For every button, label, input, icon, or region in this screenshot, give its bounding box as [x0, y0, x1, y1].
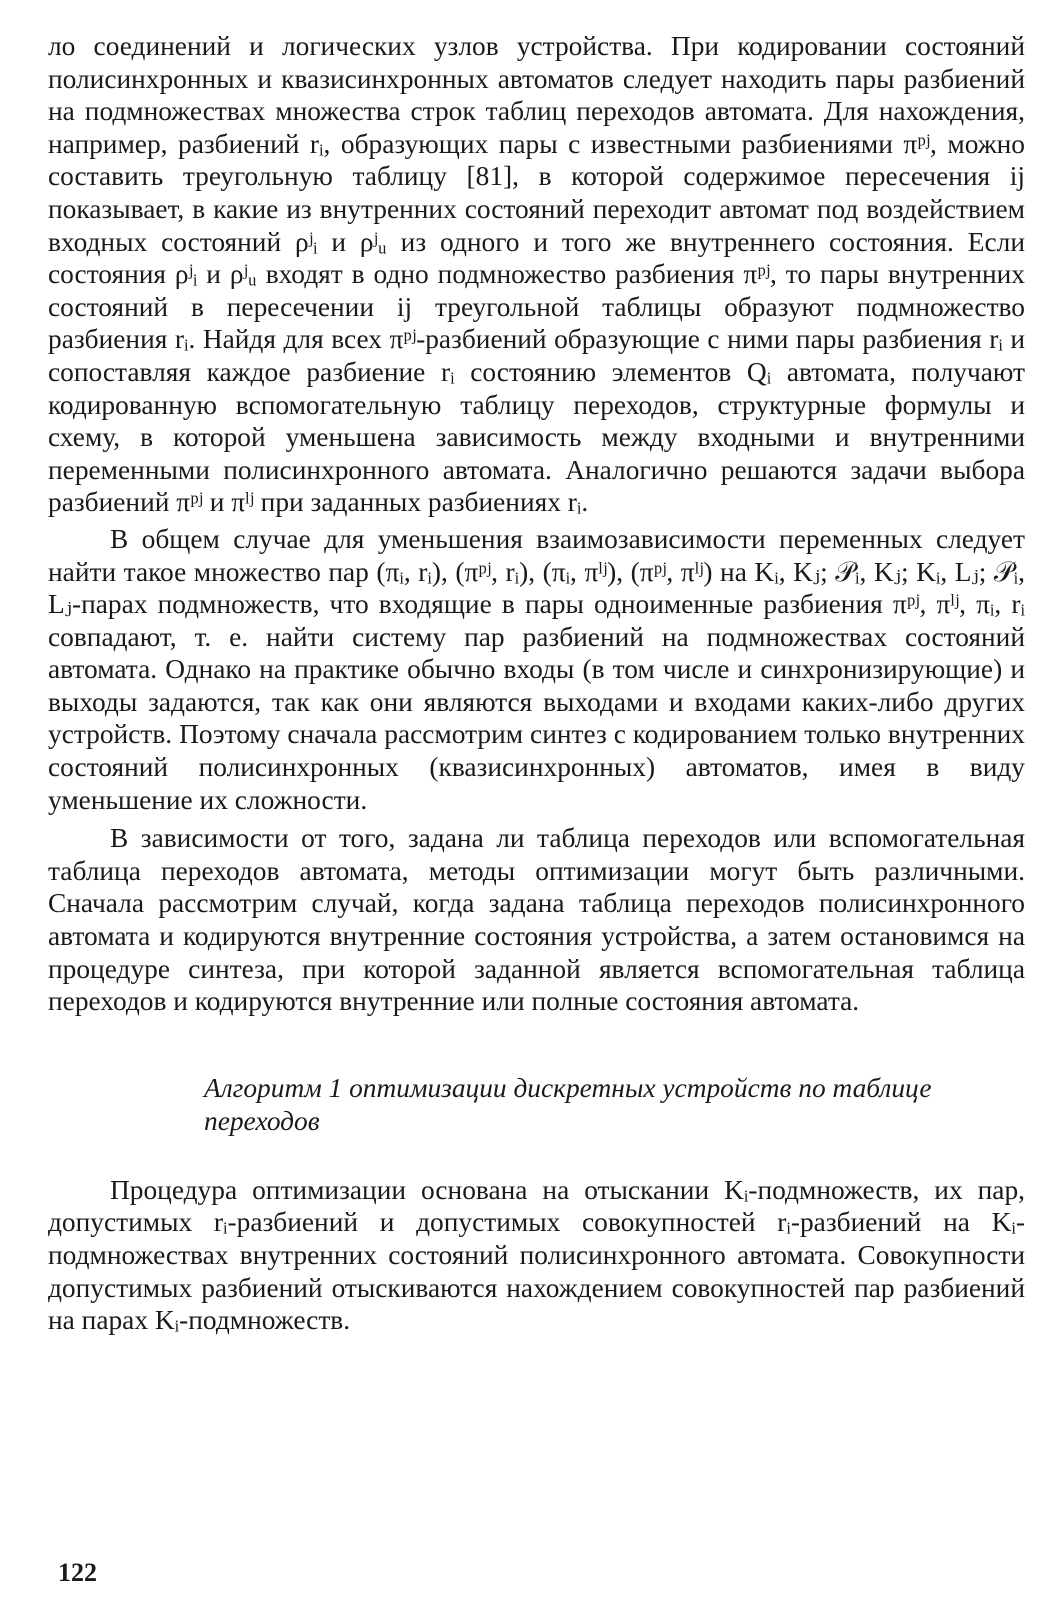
page-number: 122 [58, 1558, 97, 1587]
paragraph-continued: ло соединений и логических узлов устройства. При кодировании состояний полисинхронных и квазисинхронных автоматов следует находить пары разбиений на подмножествах множества строк таблиц переходов автомата. Для нахождения, например, разбиений rᵢ, образующих пары с известными разбиениями πᵖʲ, можно составить треугольную таблицу [81], в которой содержимое пересечения ij показывает, в какие из внутренних состояний переходит автомат под воздействием входных состояний ρʲᵢ и ρʲᵤ из одного и того же внутреннего состояния. Если состояния ρʲᵢ и ρʲᵤ входят в одно подмножество разбиения πᵖʲ, то пары внутренних состояний в пересечении ij треугольной таблицы образуют подмножество разбиения rᵢ. Найдя для всех πᵖʲ-разбиений образующие с ними пары разбиения rᵢ и сопоставляя каждое разбиение rᵢ состоянию элементов Qᵢ автомата, получают кодированную вспомогательную таблицу переходов, структурные формулы и схему, в которой уменьшена зависимость между входными и внутренними переменными полисинхронного автомата. Аналогично решаются задачи выбора разбиений πᵖʲ и πˡʲ при заданных разбиениях rᵢ. [48, 31, 1025, 518]
section-heading: Алгоритм 1 оптимизации дискретных устройств по таблице переходов [204, 1072, 932, 1136]
paragraph-general-case: В общем случае для уменьшения взаимозависимости переменных следует найти такое множество пар (πᵢ, rᵢ), (πᵖʲ, rᵢ), (πᵢ, πˡʲ), (πᵖʲ, πˡʲ) на Kᵢ, Kⱼ; 𝒫ᵢ, Kⱼ; Kᵢ, Lⱼ; 𝒫ᵢ, Lⱼ-парах подмножеств, что входящие в пары одноименные разбиения πᵖʲ, πˡʲ, πᵢ, rᵢ совпадают, т. е. найти систему пар разбиений на подмножествах состояний автомата. Однако на практике обычно входы (в том числе и синхронизирующие) и выходы задаются, так как они являются выходами и входами каких-либо других устройств. Поэтому сначала рассмотрим синтез с кодированием только внутренних состояний полисинхронных (квазисинхронных) автоматов, имея в виду уменьшение их сложности. [48, 523, 1025, 815]
paragraph-procedure: Процедура оптимизации основана на отыскании Kᵢ-подмножеств, их пар, допустимых rᵢ-разбиений и допустимых совокупностей rᵢ-разбиений на Kᵢ-подмножествах внутренних состояний полисинхронного автомата. Совокупности допустимых разбиений отыскиваются нахождением совокупностей пар разбиений на парах Kᵢ-подмножеств. [48, 1174, 1025, 1336]
paragraph-dependency: В зависимости от того, задана ли таблица переходов или вспомогательная таблица переходов автомата, методы оптимизации могут быть различными. Сначала рассмотрим случай, когда задана таблица переходов полисинхронного автомата и кодируются внутренние состояния устройства, а затем остановимся на процедуре синтеза, при которой заданной является вспомогательная таблица переходов и кодируются внутренние или полные состояния автомата. [48, 823, 1025, 1017]
